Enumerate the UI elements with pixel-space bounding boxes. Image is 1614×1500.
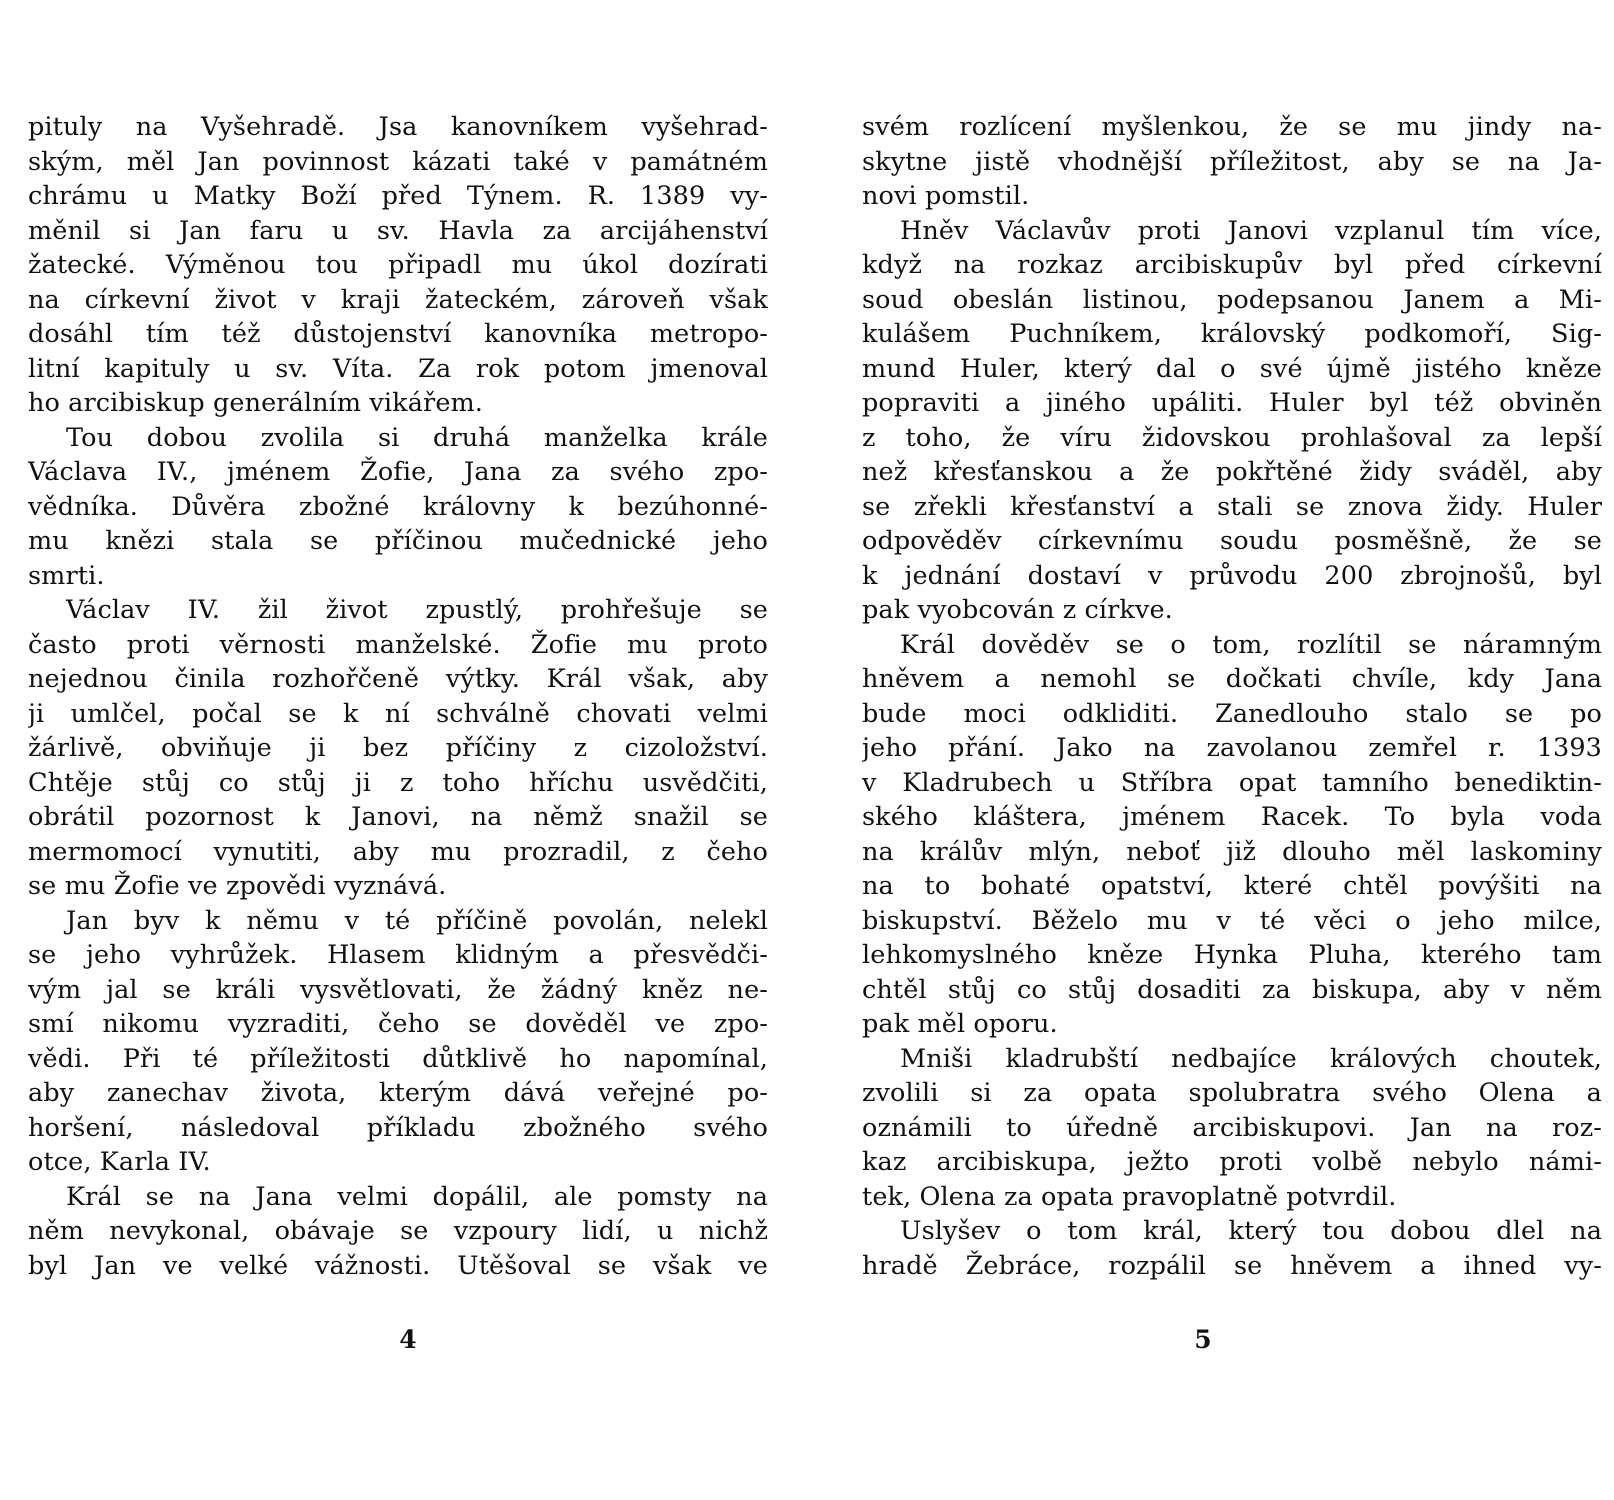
text-line: chtěl stůj co stůj dosaditi za biskupa, aby v něm (862, 974, 1602, 1005)
text-line: oznámili to úředně arcibiskupovi. Jan na roz- (862, 1112, 1602, 1143)
text-line: Václava IV., jménem Žofie, Jana za svého zpo- (28, 457, 768, 487)
text-line: Uslyšev o tom král, který tou dobou dlel na (900, 1216, 1602, 1246)
text-line: Mniši kladrubští nedbajíce králových choutek, (900, 1043, 1602, 1074)
text-line: ského kláštera, jménem Racek. To byla voda (862, 802, 1602, 832)
text-line: hněvem a nemohl se dočkati chvíle, kdy Jana (862, 664, 1602, 694)
left-page (28, 110, 768, 1354)
right-page-text (862, 110, 1602, 1330)
text-line: na králův mlýn, neboť již dlouho měl laskominy (862, 836, 1602, 867)
text-line: dosáhl tím též důstojenství kanovníka metropo- (28, 319, 768, 349)
text-line: kaz arcibiskupa, ježto proti volbě nebylo námi- (862, 1147, 1602, 1177)
text-line: biskupství. Běželo mu v té věci o jeho milce, (862, 905, 1602, 936)
text-line: smí nikomu vyzraditi, čeho se dověděl ve zpo- (28, 1009, 768, 1039)
text-line: vědi. Při té příležitosti důtklivě ho napomínal, (28, 1043, 768, 1074)
text-line: se jeho vyhrůžek. Hlasem klidným a přesvědči- (28, 940, 768, 970)
text-line: měnil si Jan faru u sv. Havla za arcijáhenství (28, 215, 768, 246)
text-line: na církevní život v kraji žateckém, zároveň však (28, 284, 768, 315)
text-line: smrti. (28, 560, 105, 591)
text-line: něm nevykonal, obávaje se vzpoury lidí, u nichž (28, 1216, 768, 1246)
text-line: bude moci odkliditi. Zanedlouho stalo se po (862, 698, 1602, 729)
text-line: v Kladrubech u Stříbra opat tamního benediktin- (862, 767, 1602, 798)
text-line: Václav IV. žil život zpustlý, prohřešuje se (66, 595, 768, 625)
text-line: Hněv Václavův proti Janovi vzplanul tím více, (900, 215, 1602, 246)
text-line: tek, Olena za opata pravoplatně potvrdil. (862, 1181, 1397, 1212)
right-page (862, 110, 1602, 1354)
text-line: novi pomstil. (862, 181, 1030, 211)
text-line: Tou dobou zvolila si druhá manželka krále (66, 422, 768, 453)
text-line: obrátil pozornost k Janovi, na němž snažil se (28, 802, 768, 832)
text-line: lehkomyslného kněze Hynka Pluha, kterého tam (862, 940, 1602, 970)
text-line: jeho přání. Jako na zavolanou zemřel r. 1393 (862, 733, 1602, 763)
text-line: Král se na Jana velmi dopálil, ale pomsty na (66, 1181, 768, 1212)
text-line: pak měl oporu. (862, 1009, 1058, 1039)
text-line: otce, Karla IV. (28, 1147, 211, 1177)
text-line: když na rozkaz arcibiskupův byl před církevní (862, 250, 1602, 280)
text-line: svém rozlícení myšlenkou, že se mu jindy na- (862, 112, 1602, 142)
text-line: nejednou činila rozhořčeně výtky. Král však, aby (28, 664, 768, 694)
left-page-number: 4 (399, 1325, 417, 1354)
text-line: chrámu u Matky Boží před Týnem. R. 1389 vy- (28, 181, 768, 211)
text-line: zvolili si za opata spolubratra svého Olena a (862, 1078, 1602, 1108)
text-line: byl Jan ve velké vážnosti. Utěšoval se však ve (28, 1250, 768, 1281)
text-line: horšení, následoval příkladu zbožného svého (28, 1112, 768, 1143)
left-page-text (28, 110, 768, 1330)
text-line: mund Huler, který dal o své újmě jistého kněze (862, 353, 1602, 384)
text-line: se zřekli křesťanství a stali se znova židy. Huler (862, 491, 1602, 522)
text-line: litní kapituly u sv. Víta. Za rok potom jmenoval (28, 353, 768, 384)
text-line: mu knězi stala se příčinou mučednické jeho (28, 526, 768, 556)
text-line: mermomocí vynutiti, aby mu prozradil, z čeho (28, 836, 768, 867)
text-line: se mu Žofie ve zpovědi vyznává. (28, 871, 447, 901)
text-line: soud obeslán listinou, podepsanou Janem a Mi- (862, 284, 1602, 315)
text-line: k jednání dostaví v průvodu 200 zbrojnošů, byl (862, 560, 1602, 591)
text-line: Jan byv k němu v té příčině povolán, nelekl (66, 905, 768, 936)
text-line: pituly na Vyšehradě. Jsa kanovníkem vyšehrad- (28, 112, 768, 142)
text-line: aby zanechav života, kterým dává veřejné po- (28, 1078, 768, 1108)
text-line: Král dověděv se o tom, rozlítil se náramným (900, 629, 1602, 660)
text-line: na to bohaté opatství, které chtěl povýšiti na (862, 871, 1602, 901)
text-line: ho arcibiskup generálním vikářem. (28, 388, 484, 418)
text-line: odpověděv církevnímu soudu posměšně, že se (862, 526, 1602, 556)
text-line: vědníka. Důvěra zbožné královny k bezúhonné- (28, 491, 768, 522)
text-line: ji umlčel, počal se k ní schválně chovati velmi (28, 698, 768, 729)
text-line: z toho, že víru židovskou prohlašoval za lepší (862, 422, 1602, 453)
text-line: kulášem Puchníkem, královský podkomoří, Sig- (862, 319, 1602, 349)
text-line: žárlivě, obviňuje ji bez příčiny z cizoložství. (28, 733, 768, 763)
text-line: hradě Žebráce, rozpálil se hněvem a ihned vy- (862, 1250, 1602, 1281)
text-line: vým jal se králi vysvětlovati, že žádný kněz ne- (28, 974, 768, 1005)
text-line: často proti věrnosti manželské. Žofie mu proto (28, 629, 768, 660)
text-line: než křesťanskou a že pokřtěné židy sváděl, aby (862, 457, 1602, 487)
text-line: skytne jistě vhodnější příležitost, aby se na Ja- (862, 146, 1602, 177)
right-page-number: 5 (1194, 1325, 1212, 1354)
text-line: ským, měl Jan povinnost kázati také v památném (28, 146, 768, 177)
text-line: pak vyobcován z církve. (862, 595, 1173, 625)
text-line: Chtěje stůj co stůj ji z toho hříchu usvědčiti, (28, 767, 768, 798)
text-line: popraviti a jiného upáliti. Huler byl též obviněn (862, 388, 1602, 418)
text-line: žatecké. Výměnou tou připadl mu úkol dozírati (28, 250, 768, 280)
